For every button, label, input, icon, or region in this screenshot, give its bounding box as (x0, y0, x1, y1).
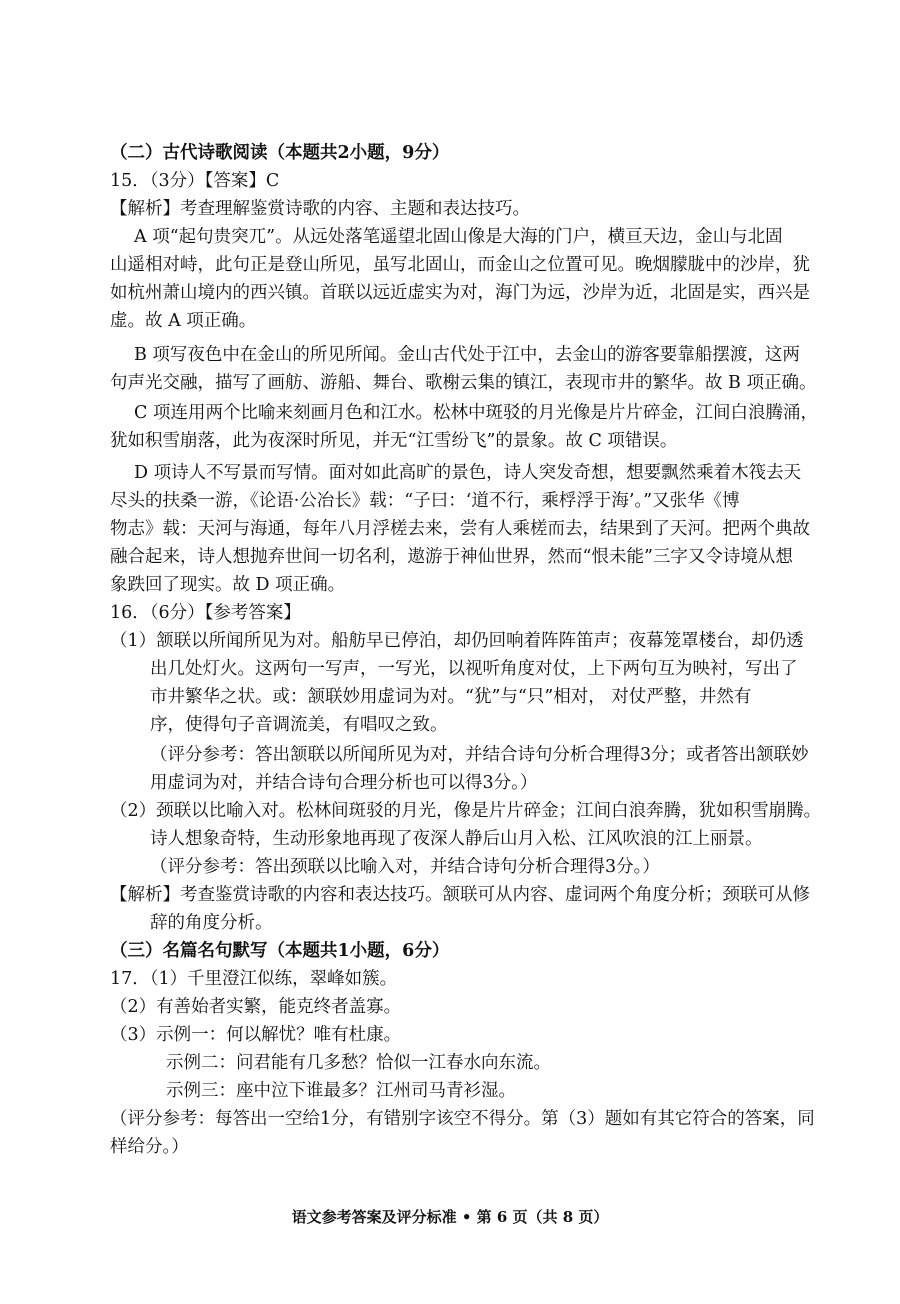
q17-score-line: （评分参考：每答出一空给1分，有错别字该空不得分。第（3）题如有其它符合的答案，同 (110, 1109, 815, 1129)
q15-option-d-line: 融合起来，诗人想抛弃世间一切名利，遨游于神仙世界，然而“恨未能”三字又令诗境从想 (110, 547, 793, 567)
q17-answer-1: 17．（1）千里澄江似练，翠峰如簇。 (110, 969, 398, 989)
q15-option-d-line: D 项诗人不写景而写情。面对如此高旷的景色，诗人突发奇想，想要飘然乘着木筏去天 (134, 463, 802, 483)
q15-option-d-line: 象跌回了现实。故 D 项正确。 (110, 575, 346, 595)
q16-part1-line: 序，使得句子音调流美，有唱叹之致。 (150, 715, 448, 735)
q15-option-a-line: 虚。故 A 项正确。 (110, 311, 257, 331)
q15-option-a-line: A 项“起句贵突兀”。从远处落笔遥望北固山像是大海的门户，横亘天边，金山与北固 (134, 227, 783, 247)
q16-part2-score: （评分参考：答出颈联以比喻入对，并结合诗句分析合理得3分。） (150, 857, 660, 877)
q15-option-b-line: B 项写夜色中在金山的所见所闻。金山古代处于江中，去金山的游客要靠船摆渡，这两 (134, 345, 800, 365)
section-title-ancient-poetry: （二）古代诗歌阅读（本题共2小题，9分） (110, 143, 450, 163)
q17-score-line: 样给分。） (110, 1137, 189, 1157)
q16-analysis-line: 辞的角度分析。 (150, 913, 273, 933)
q15-option-d-line: 物志》载：天河与海通，每年八月浮槎去来，尝有人乘槎而去，结果到了天河。把两个典故 (110, 519, 810, 539)
q16-part1-line: 市井繁华之状。或：颔联妙用虚词为对。“犹”与“只”相对， 对仗严整，井然有 (150, 687, 752, 707)
q16-part1-line: （1）颔联以所闻所见为对。船舫早已停泊，却仍回响着阵阵笛声；夜幕笼罩楼台，却仍透 (110, 631, 804, 651)
q16-heading: 16．（6分）【参考答案】 (110, 603, 301, 623)
q15-analysis-label: 【解析】考查理解鉴赏诗歌的内容、主题和表达技巧。 (110, 199, 530, 219)
q16-part1-score-line: 用虚词为对，并结合诗句合理分析也可以得3分。） (150, 773, 538, 793)
q17-answer-2: （2）有善始者实繁，能克终者盖寡。 (110, 997, 402, 1017)
section-title-famous-lines: （三）名篇名句默写（本题共1小题，6分） (110, 941, 450, 961)
q15-option-d-line: 尽头的扶桑一游，《论语·公冶长》载：“子曰：‘道不行，乘桴浮于海’。”又张华《博 (110, 491, 740, 511)
page-footer: 语文参考答案及评分标准 • 第 6 页（共 8 页） (291, 1208, 609, 1226)
q15-option-a-line: 山遥相对峙，此句正是登山所见，虽写北固山，而金山之位置可见。晚烟朦胧中的沙岸，犹 (110, 255, 810, 275)
q16-part2-line: （2）颈联以比喻入对。松林间斑驳的月光，像是片片碎金；江间白浪奔腾，犹如积雪崩腾。 (110, 801, 822, 821)
q17-example-2: 示例二：问君能有几多愁？恰似一江春水向东流。 (166, 1053, 551, 1073)
q16-part2-line: 诗人想象奇特，生动形象地再现了夜深人静后山月入松、江风吹浪的江上丽景。 (150, 829, 763, 849)
q16-part1-score-line: （评分参考：答出颔联以所闻所见为对，并结合诗句分析合理得3分；或者答出颔联妙 (150, 745, 809, 765)
q17-example-3: 示例三：座中泣下谁最多？江州司马青衫湿。 (166, 1081, 516, 1101)
q15-heading: 15．（3分）【答案】C (110, 171, 280, 191)
q16-part1-line: 出几处灯火。这两句一写声，一写光，以视听角度对仗，上下两句互为映衬，写出了 (150, 659, 798, 679)
q15-option-a-line: 如杭州萧山境内的西兴镇。首联以远近虚实为对，海门为远，沙岸为近，北固是实，西兴是 (110, 283, 810, 303)
q15-option-c-line: 犹如积雪崩落，此为夜深时所见，并无“江雪纷飞”的景象。故 C 项错误。 (110, 431, 678, 451)
q15-option-b-line: 句声光交融，描写了画舫、游船、舞台、歌榭云集的镇江，表现市井的繁华。故 B 项正确。 (110, 373, 817, 393)
q16-analysis-line: 【解析】考查鉴赏诗歌的内容和表达技巧。颔联可从内容、虚词两个角度分析；颈联可从修 (110, 885, 810, 905)
q15-option-c-line: C 项连用两个比喻来刻画月色和江水。松林中斑驳的月光像是片片碎金，江间白浪腾涌， (134, 403, 818, 423)
q17-answer-3: （3）示例一：何以解忧？唯有杜康。 (110, 1025, 402, 1045)
